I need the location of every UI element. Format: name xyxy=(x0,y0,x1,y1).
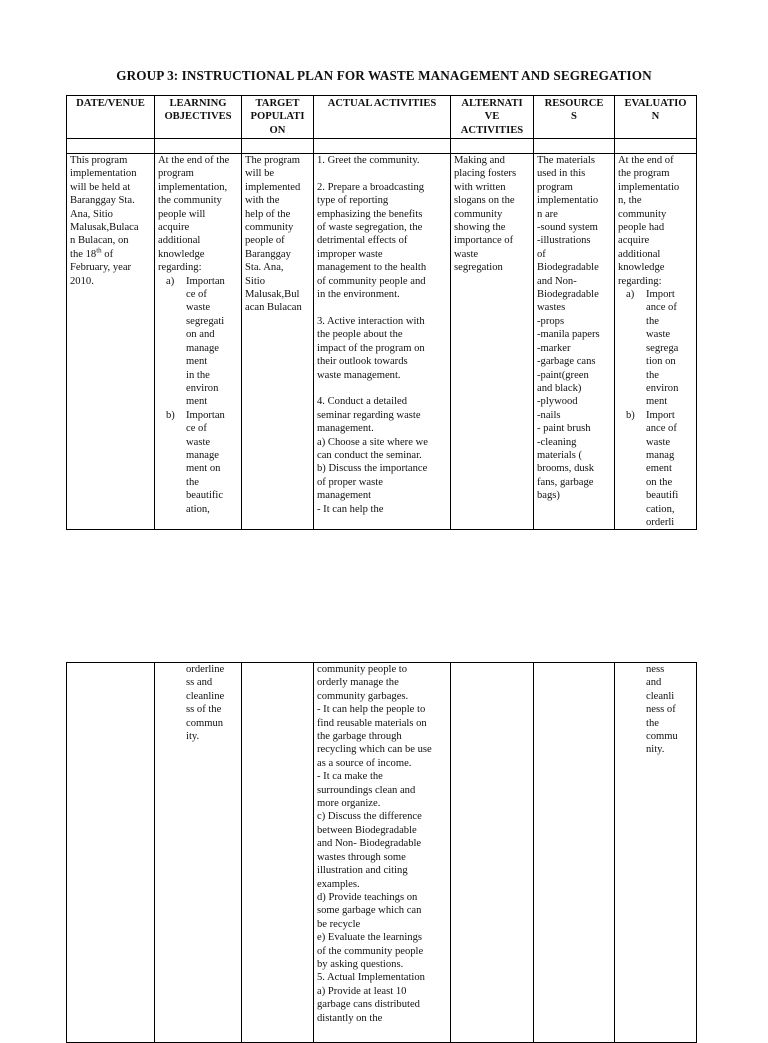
objectives-continued-text: orderline ss and cleanline ss of the commun ity. xyxy=(186,664,225,743)
evaluation-cell-continued xyxy=(615,663,697,1043)
table-gap-row xyxy=(67,139,697,154)
date-ordinal-suffix: th xyxy=(96,246,102,255)
resources-cell-continued xyxy=(534,663,615,1043)
header-alternative-activities: ALTERNATI VE ACTIVITIES xyxy=(451,96,534,139)
header-actual-activities: ACTUAL ACTIVITIES xyxy=(314,96,451,139)
evaluation-cell xyxy=(615,154,697,530)
alternative-activities-cell: Making and placing fosters with written slogans on the community showing the importance of waste segregation xyxy=(451,154,534,530)
header-learning-objectives: LEARNING OBJECTIVES xyxy=(155,96,242,139)
objectives-intro: At the end of the program implementation, the community people will acquire additional knowledge regarding: xyxy=(158,155,230,274)
resources-cell: The materials used in this program implementatio n are -sound system -illustrations of Biodegradable and Non- Biodegradable wastes -props -manila papers -marker -garbage cans -paint(green and black) -plywood -nails - paint brush -cleaning materials ( brooms, dusk fans, garbage bags) xyxy=(534,154,615,530)
evaluation-intro: At the end of the program implementatio n, the community people had acquire additional knowledge regarding: xyxy=(618,155,680,287)
evaluation-continued-text: ness and cleanli ness of the commu nity. xyxy=(646,664,678,756)
learning-objectives-cell xyxy=(155,154,242,530)
header-target-population: TARGET POPULATI ON xyxy=(242,96,314,139)
instructional-plan-table xyxy=(66,95,697,530)
document-title: GROUP 3: INSTRUCTIONAL PLAN FOR WASTE MANAGEMENT AND SEGREGATION xyxy=(116,68,652,83)
evaluation-item: b) Import ance of waste manag ement on the beautifi cation, orderli xyxy=(626,409,679,528)
target-population-cell: The program will be implemented with the help of the community people of Baranggay Sta. Ana, Sitio Malusak,Bul acan Bulacan xyxy=(242,154,314,530)
date-venue-cell xyxy=(67,154,155,530)
actual-activities-cell-continued: community people to orderly manage the community garbages. - It can help the people to find reusable materials on the garbage through recycling which can be use as a source of income. - It ca make the surroundings clean and more organize. c) Discuss the difference between Biodegradable and Non- Biodegradable wastes through some illustration and citing examples. d) Provide teachings on some garbage which can be recycle e) Evaluate the learnings of the community people by asking questions. 5. Actual Implementation a) Provide at least 10 garbage cans distributed distantly on the xyxy=(314,663,451,1043)
learning-objectives-cell-continued xyxy=(155,663,242,1043)
table-row xyxy=(67,663,697,1043)
target-population-cell-continued xyxy=(242,663,314,1043)
table-header-row xyxy=(67,96,697,139)
date-venue-cell-continued xyxy=(67,663,155,1043)
evaluation-item: a) Import ance of the waste segrega tion on the environ ment xyxy=(626,289,679,408)
objective-item: b) Importan ce of waste manage ment on the beautific ation, xyxy=(166,409,225,515)
actual-activities-cell: 1. Greet the community. 2. Prepare a broadcasting type of reporting emphasizing the benefits of waste segregation, the detrimental effects of improper waste management to the health of community people and in the environment. 3. Active interaction with the people about the impact of the program on their outlook towards waste management. 4. Conduct a detailed seminar regarding waste management. a) Choose a site where we can conduct the seminar. b) Discuss the importance of proper waste management - It can help the xyxy=(314,154,451,530)
header-date-venue: DATE/VENUE xyxy=(67,96,155,139)
table-row xyxy=(67,154,697,530)
alternative-activities-cell-continued xyxy=(451,663,534,1043)
instructional-plan-table-continued xyxy=(66,662,697,1043)
objective-item: a) Importan ce of waste segregati on and manage ment in the environ ment xyxy=(166,275,225,408)
header-resources: RESOURCE S xyxy=(534,96,615,139)
date-venue-text: This program implementation will be held at Baranggay Sta. Ana, Sitio Malusak,Bulaca n Bulacan, on the 18 xyxy=(70,155,139,260)
date-venue-text-end: of February, year 2010. xyxy=(70,248,132,287)
header-evaluation: EVALUATIO N xyxy=(615,96,697,139)
